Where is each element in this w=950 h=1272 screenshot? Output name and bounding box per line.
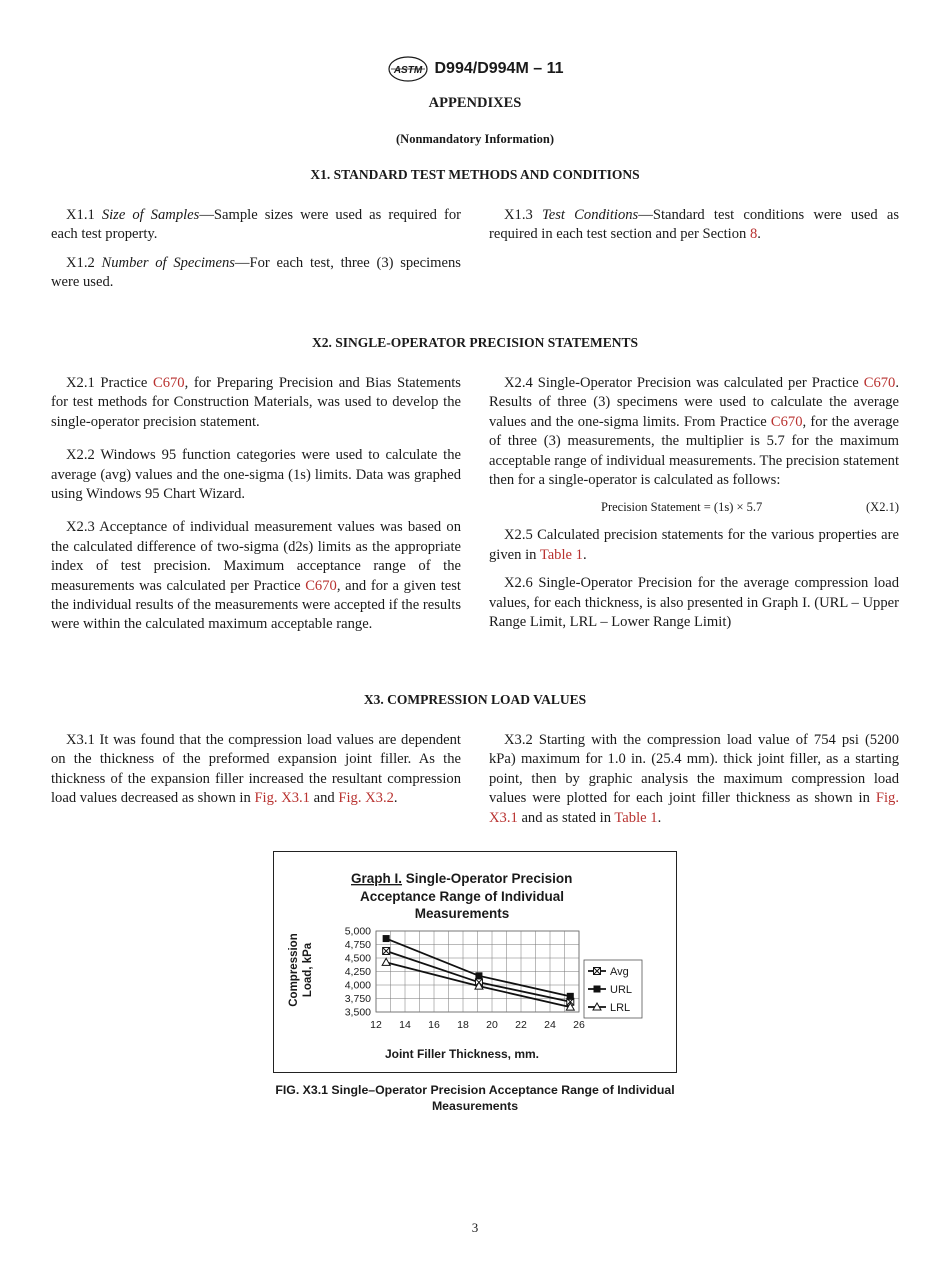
y-axis-label-line: Load, kPa — [302, 942, 314, 998]
x-tick-label: 20 — [486, 1019, 498, 1031]
x1-2-paragraph: X1.2 Number of Specimens—For each test, three (3) specimens were used. — [51, 254, 461, 291]
chart-legend — [584, 960, 642, 1018]
compression-load-chart — [274, 852, 675, 1071]
c670-link[interactable]: C670 — [305, 577, 337, 594]
y-tick-label: 4,750 — [344, 939, 371, 951]
c670-link[interactable]: C670 — [770, 413, 803, 430]
x3-2-paragraph: X3.2 Starting with the compression load value of 754 psi (5200 kPa) maximum for 1.0 in. (25.4 mm). thick joint filler, as a starting point, then by graphic analysis the maximum compression load values were plotted for each joint filler thickness as shown in Fig. X3.1 and as stated in Table 1. — [489, 732, 899, 826]
x-axis-label: Joint Filler Thickness, mm. — [384, 1047, 540, 1061]
x2-2-paragraph: X2.2 Windows 95 function categories were used to calculate the average (avg) values and the one-sigma (1s) limits. Data was graphed using Windows 95 Chart Wizard. — [51, 447, 461, 503]
x3-heading: X3. COMPRESSION LOAD VALUES — [363, 692, 587, 707]
y-tick-label: 4,250 — [344, 966, 371, 978]
data-point — [383, 935, 390, 942]
x3-1-paragraph: X3.1 It was found that the compression load values are dependent on the thickness of the preformed expansion joint filler. As the thickness of the expansion filler increased the resultant compression load values decreased as shown in Fig. X3.1 and Fig. X3.2. — [51, 732, 461, 807]
x2-5-paragraph: X2.5 Calculated precision statements for the various properties are given in Table 1. — [489, 527, 899, 563]
fig-x3-2-link[interactable]: Fig. X3.2 — [338, 790, 394, 807]
c670-link[interactable]: C670 — [152, 375, 185, 391]
table-1-link[interactable]: Table 1 — [539, 546, 583, 563]
chart-title-line: Measurements — [414, 906, 510, 921]
y-axis-label — [288, 933, 314, 1007]
data-point — [475, 972, 482, 979]
fig-x3-1-link[interactable]: Fig. X3.1 — [489, 790, 899, 826]
x1-3-paragraph: X1.3 Test Conditions—Standard test conditions were used as required in each test section and per Section 8. — [489, 207, 900, 243]
y-tick-label: 4,000 — [344, 979, 371, 992]
x-tick-label: 18 — [457, 1019, 469, 1031]
figure-x3-1 — [273, 851, 677, 1073]
x-tick-label: 22 — [515, 1019, 527, 1031]
figure-caption: FIG. X3.1 Single–Operator Precision Acceptance Range of Individual Measurements — [275, 1083, 675, 1113]
appendixes-title: APPENDIXES — [428, 95, 522, 111]
astm-logo-icon — [387, 56, 429, 82]
x-tick-label: 14 — [399, 1019, 411, 1031]
y-tick-label: 4,500 — [344, 952, 371, 965]
x2-1-paragraph: X2.1 Practice C670, for Preparing Precision and Bias Statements for test methods for Construction Materials, was used to develop the single-operator precision statement. — [51, 375, 461, 430]
x2-6-paragraph: X2.6 Single-Operator Precision for the average compression load values, for each thickness, is also presented in Graph I. (URL – Upper Range Limit, LRL – Lower Range Limit) — [489, 575, 899, 631]
x-tick-label: 16 — [428, 1019, 440, 1031]
x3-left-column — [51, 731, 461, 809]
y-tick-label: 3,500 — [344, 1006, 371, 1019]
designation: D994/D994M – 11 — [434, 60, 564, 77]
x2-4-paragraph: X2.4 Single-Operator Precision was calculated per Practice C670. Results of three (3) specimens were used to calculate the average values and the one-sigma limits. From Practice C670, for the average of three (3) measurements, the multiplier is 5.7 for the maximum acceptable range of individual measurements. The precision statement then for a single-operator is calculated as follows: — [489, 375, 899, 489]
x1-right-column — [489, 206, 899, 245]
c670-link[interactable]: C670 — [863, 375, 896, 391]
y-axis-label-line: Compression — [288, 933, 300, 1007]
chart-title-first: Single-Operator Precision — [405, 871, 573, 886]
chart-title-line: Acceptance Range of Individual — [359, 889, 565, 904]
x-tick-label: 26 — [573, 1019, 585, 1031]
legend-entry: LRL — [610, 1002, 631, 1014]
equation-body: Precision Statement = (1s) × 5.7 — [601, 500, 763, 515]
x1-1-paragraph: X1.1 Size of Samples—Sample sizes were used as required for each test property. — [51, 207, 461, 243]
nonmandatory-note: (Nonmandatory Information) — [396, 132, 554, 146]
x2-right-column — [489, 374, 899, 632]
svg-text:ASTM: ASTM — [393, 65, 422, 76]
page-number: 3 — [471, 1220, 479, 1235]
y-tick-label: 5,000 — [344, 925, 371, 938]
x1-heading: X1. STANDARD TEST METHODS AND CONDITIONS — [310, 167, 640, 182]
data-point — [567, 993, 574, 1000]
document-header — [0, 56, 950, 82]
equation-x2-1 — [489, 498, 899, 517]
legend-entry: URL — [610, 984, 633, 996]
data-point — [594, 986, 601, 993]
equation-number: (X2.1) — [866, 500, 899, 515]
table-1-link[interactable]: Table 1 — [614, 809, 658, 826]
x3-right-column — [489, 731, 899, 828]
x-tick-label: 24 — [544, 1019, 556, 1031]
x2-left-column — [51, 374, 461, 635]
fig-x3-1-link[interactable]: Fig. X3.1 — [254, 790, 310, 807]
legend-entry: Avg — [610, 966, 629, 978]
x1-left-column — [51, 206, 461, 293]
data-point — [383, 947, 390, 954]
data-point — [594, 968, 601, 975]
y-tick-label: 3,750 — [344, 993, 371, 1005]
x2-heading: X2. SINGLE-OPERATOR PRECISION STATEMENTS — [311, 335, 639, 350]
plot-area — [345, 926, 585, 1032]
chart-title-prefix: Graph I. — [351, 871, 403, 886]
x2-3-paragraph: X2.3 Acceptance of individual measurement values was based on the calculated difference of two-sigma (d2s) limits as the appropriate index of test precision. Maximum acceptance range of the measurements was calculated per Practice C670, and for a given test the individual results of the measurements were accepted if the results were within the calculated maximum acceptable range. — [51, 519, 461, 633]
chart-title-line — [351, 871, 572, 886]
x-tick-label: 12 — [370, 1019, 382, 1031]
section-8-link[interactable]: 8 — [749, 226, 758, 243]
